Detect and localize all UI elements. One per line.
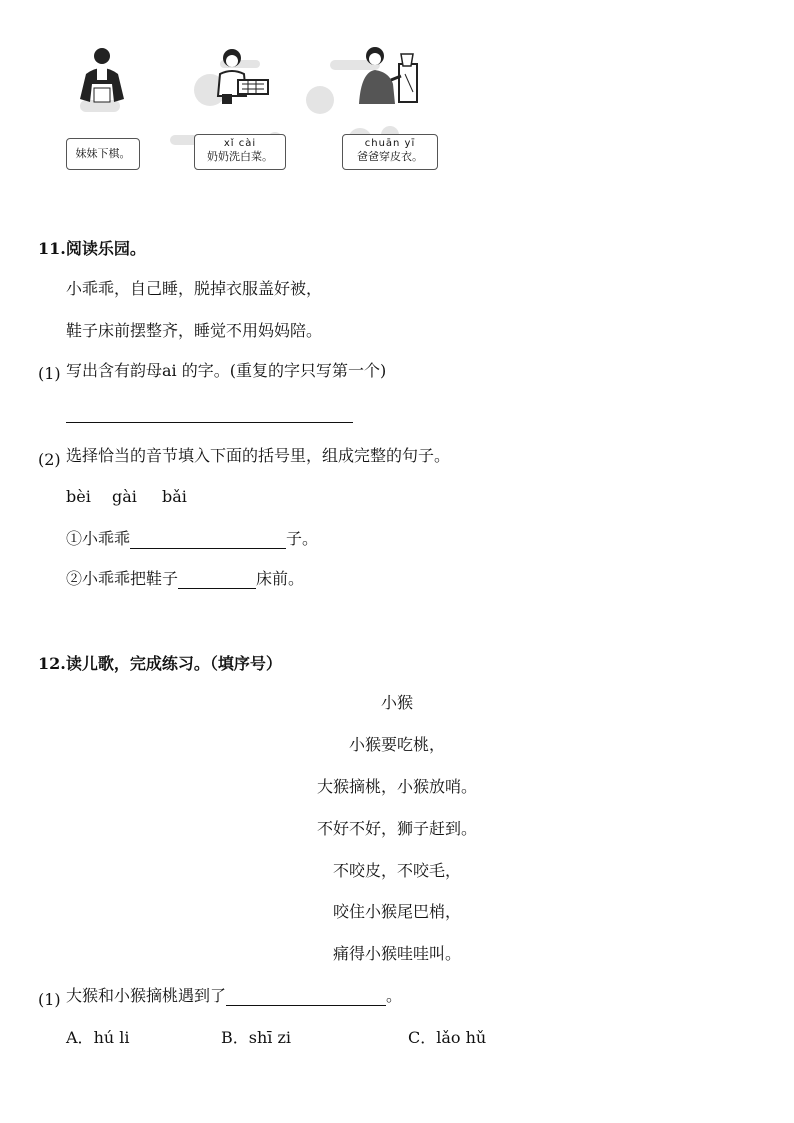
caption-box-1 — [66, 138, 140, 170]
sentence-suffix: 子。 — [286, 529, 319, 548]
option-c[interactable] — [408, 1028, 486, 1048]
option-a[interactable] — [66, 1028, 130, 1048]
syllable-option: bǎi — [162, 487, 187, 506]
subquestion-number: (1) — [38, 364, 61, 383]
caption-pinyin: xǐ cài — [223, 138, 257, 149]
option-b[interactable] — [221, 1028, 291, 1048]
blank-field[interactable] — [178, 571, 256, 589]
question-title: 读儿歌，完成练习。（填序号） — [65, 654, 282, 673]
syllable-option: gài — [112, 487, 137, 506]
sentence-prefix: ①小乖乖 — [66, 529, 131, 548]
man-figure-image — [78, 44, 128, 110]
option-text: shī zi — [248, 1028, 292, 1047]
caption-text: 妹妹下棋。 — [75, 147, 131, 160]
caption-box-3 — [342, 134, 438, 170]
poem-line: 咬住小猴尾巴梢， — [332, 902, 461, 921]
sentence-suffix: 床前。 — [256, 569, 305, 588]
subquestion-end: 。 — [386, 986, 403, 1005]
fill-sentence-2 — [66, 569, 304, 589]
caption-text: 奶奶洗白菜。 — [207, 150, 273, 163]
option-label: A． — [66, 1028, 94, 1047]
poem-line: 小猴要吃桃， — [348, 735, 445, 754]
caption-text: 爸爸穿皮衣。 — [357, 150, 423, 163]
option-label: B． — [221, 1028, 249, 1047]
grandma-figure-image — [355, 44, 421, 110]
poem-title: 小猴 — [380, 693, 413, 712]
poem-line: 大猴摘桃，小猴放哨。 — [316, 777, 477, 796]
syllable-option: bèi — [66, 487, 91, 506]
caption-box-2 — [194, 134, 286, 170]
subquestion-number: (2) — [38, 450, 61, 469]
poem-line: 鞋子床前摆整齐，睡觉不用妈妈陪。 — [66, 321, 323, 340]
subquestion-line — [66, 986, 402, 1006]
poem-line: 痛得小猴哇哇叫。 — [332, 944, 461, 963]
poem-line: 不好不好，狮子赶到。 — [316, 819, 477, 838]
subquestion-text: 大猴和小猴摘桃遇到了 — [66, 986, 227, 1005]
girl-figure-image — [210, 44, 272, 110]
fill-sentence-1 — [66, 529, 318, 549]
sentence-prefix: ②小乖乖把鞋子 — [66, 569, 179, 588]
blank-field[interactable] — [226, 988, 386, 1006]
question-number: 11. — [38, 239, 66, 258]
blank-field[interactable] — [130, 531, 286, 549]
subquestion-text: 选择恰当的音节填入下面的括号里，组成完整的句子。 — [66, 446, 451, 465]
answer-line[interactable] — [66, 422, 353, 423]
poem-line: 不咬皮，不咬毛， — [332, 861, 461, 880]
question-11-heading — [38, 239, 146, 259]
question-title: 阅读乐园。 — [65, 239, 146, 258]
subquestion-number: (1) — [38, 990, 61, 1009]
option-text: hú li — [93, 1028, 130, 1047]
poem-line: 小乖乖，自己睡，脱掉衣服盖好被， — [66, 279, 323, 298]
subquestion-text: 写出含有韵母ai 的字。(重复的字只写第一个) — [66, 361, 387, 380]
question-12-heading — [38, 654, 282, 674]
option-text: lǎo hǔ — [436, 1028, 487, 1047]
option-label: C． — [408, 1028, 437, 1047]
question-number: 12. — [38, 654, 66, 673]
caption-pinyin: chuān yī — [364, 138, 416, 149]
